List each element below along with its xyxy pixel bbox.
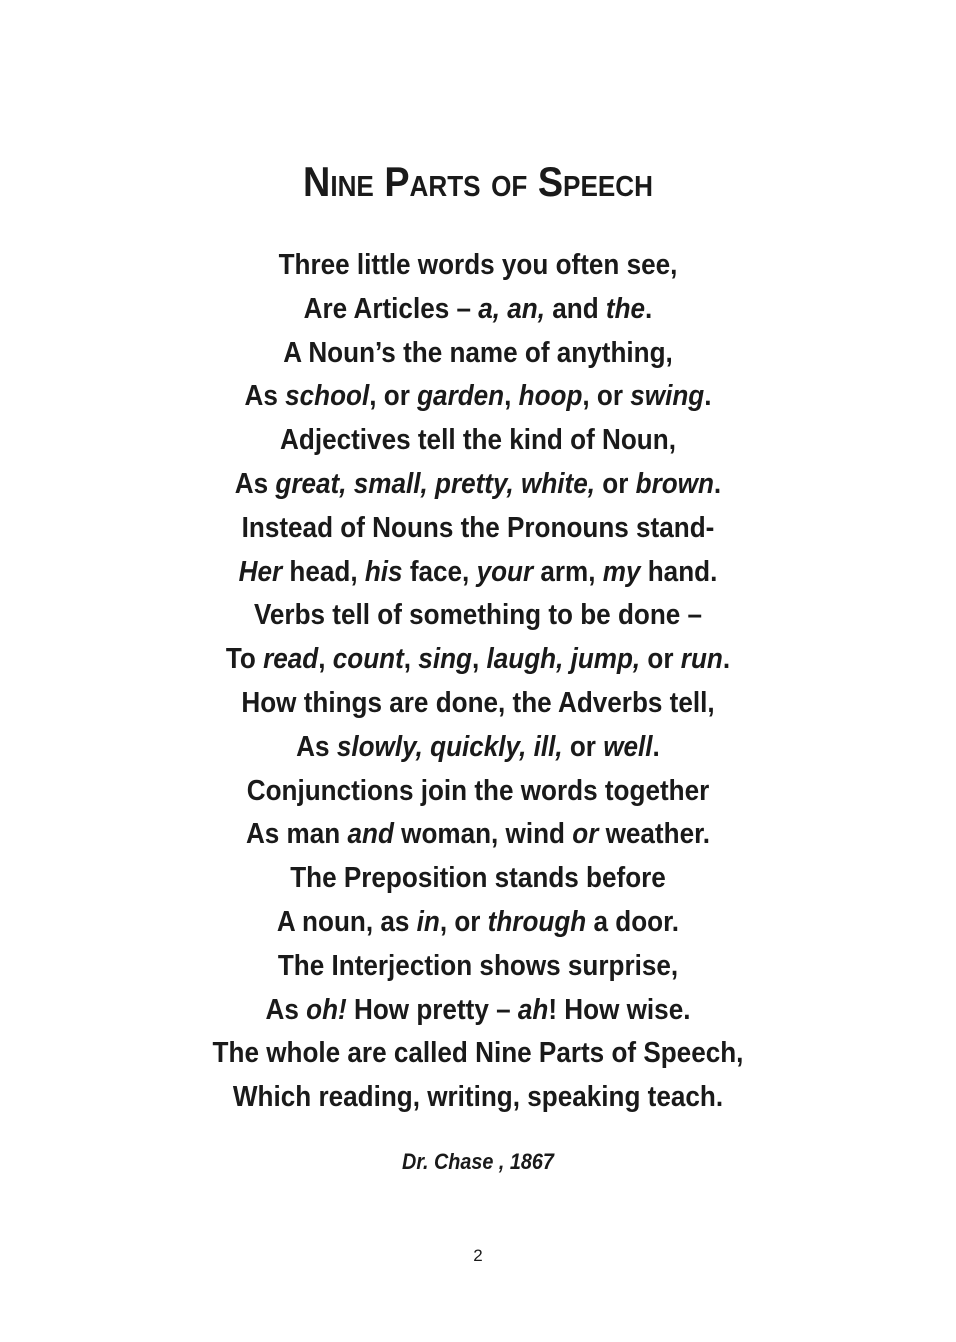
poem-text: , xyxy=(403,643,419,676)
poem-italic-word: my xyxy=(602,555,641,588)
poem-text: . xyxy=(645,292,653,325)
poem-line xyxy=(48,813,908,857)
poem-text: , or xyxy=(369,380,418,413)
poem-line xyxy=(48,1076,908,1120)
page-title: Nine Parts of Speech xyxy=(303,158,653,205)
poem-text: Are Articles – xyxy=(303,292,479,325)
poem-text: or xyxy=(640,643,681,676)
poem-italic-word: his xyxy=(364,555,403,588)
poem-text: As xyxy=(296,730,337,763)
poem-text: hand. xyxy=(640,555,718,588)
poem-italic-word: the xyxy=(605,292,646,325)
poem-line xyxy=(48,419,908,463)
poem-text: The Interjection shows surprise, xyxy=(277,949,679,982)
poem-italic-word: and xyxy=(347,818,394,851)
poem-line xyxy=(48,638,908,682)
poem-italic-word: read xyxy=(263,643,319,676)
poem-text: The whole are called Nine Parts of Speech, xyxy=(212,1037,744,1070)
poem-text: Instead of Nouns the Pronouns stand- xyxy=(241,511,715,544)
poem-text: . xyxy=(704,380,712,413)
poem-text: arm, xyxy=(533,555,603,588)
poem-italic-word: swing xyxy=(630,380,705,413)
poem-text: A noun, as xyxy=(276,905,417,938)
poem-italic-word: in xyxy=(416,905,440,938)
poem-line xyxy=(48,726,908,770)
poem-line xyxy=(48,901,908,945)
poem-text: and xyxy=(544,292,606,325)
poem-italic-word: laugh, jump, xyxy=(486,643,641,676)
poem-line xyxy=(48,682,908,726)
poem-italic-word: ah xyxy=(517,993,549,1026)
poem-line xyxy=(48,288,908,332)
poem-text: Adjectives tell the kind of Noun, xyxy=(280,424,676,457)
poem-text: . xyxy=(722,643,731,676)
poem-line xyxy=(48,770,908,814)
poem-italic-word: great, small, pretty, white, xyxy=(275,467,596,500)
poem-italic-word: well xyxy=(603,730,653,763)
poem-text: . xyxy=(713,467,722,500)
poem-italic-word: count xyxy=(332,643,404,676)
poem-text: , or xyxy=(582,380,631,413)
poem-line xyxy=(48,989,908,1033)
poem-text: Verbs tell of something to be done – xyxy=(253,599,703,632)
poem-text: , xyxy=(471,643,487,676)
poem xyxy=(0,244,956,1120)
poem-line xyxy=(48,1032,908,1076)
poem-italic-word: sing xyxy=(418,643,472,676)
poem-text: Three little words you often see, xyxy=(278,249,678,281)
poem-italic-word: your xyxy=(476,555,534,588)
poem-italic-word: garden xyxy=(417,380,505,413)
poem-text: As xyxy=(244,380,286,413)
poem-line xyxy=(48,857,908,901)
poem-line xyxy=(48,332,908,376)
poem-italic-word: school xyxy=(285,380,370,413)
poem-text: A Noun’s the name of anything, xyxy=(283,336,673,369)
poem-line xyxy=(48,463,908,507)
attribution: Dr. Chase , 1867 xyxy=(402,1149,554,1174)
poem-text: The Preposition stands before xyxy=(290,862,666,895)
poem-text: head, xyxy=(282,555,365,588)
poem-text: weather. xyxy=(598,818,711,851)
poem-italic-word: brown xyxy=(635,467,714,500)
poem-text: face, xyxy=(402,555,477,588)
poem-line xyxy=(48,551,908,595)
poem-text: woman, wind xyxy=(393,818,573,851)
poem-text: or xyxy=(562,730,604,763)
poem-text: a door. xyxy=(586,905,680,938)
poem-text: ! How wise. xyxy=(548,993,691,1026)
poem-text: . xyxy=(652,730,660,763)
poem-text: , xyxy=(318,643,333,676)
poem-italic-word: a, an, xyxy=(478,292,545,325)
poem-line xyxy=(48,244,908,288)
poem-line xyxy=(48,375,908,419)
poem-italic-word: or xyxy=(572,818,599,851)
poem-text: How pretty – xyxy=(346,993,518,1026)
poem-text: As xyxy=(265,993,307,1026)
page-number: 2 xyxy=(473,1246,483,1265)
poem-line xyxy=(48,945,908,989)
poem-text: or xyxy=(595,467,636,500)
poem-italic-word: slowly, quickly, ill, xyxy=(336,730,563,763)
poem-italic-word: hoop xyxy=(518,380,583,413)
poem-text: As man xyxy=(245,818,348,851)
poem-text: As xyxy=(234,467,276,500)
poem-italic-word: through xyxy=(487,905,587,938)
poem-italic-word: oh! xyxy=(306,993,347,1026)
poem-italic-word: run xyxy=(680,643,723,676)
poem-text: Which reading, writing, speaking teach. xyxy=(232,1081,724,1114)
poem-italic-word: Her xyxy=(238,555,283,588)
poem-text: Conjunctions join the words together xyxy=(246,774,710,807)
poem-line xyxy=(48,507,908,551)
poem-text: To xyxy=(225,643,264,676)
poem-text: , xyxy=(504,380,519,413)
poem-text: , or xyxy=(439,905,488,938)
poem-text: How things are done, the Adverbs tell, xyxy=(241,686,715,719)
poem-line xyxy=(48,594,908,638)
